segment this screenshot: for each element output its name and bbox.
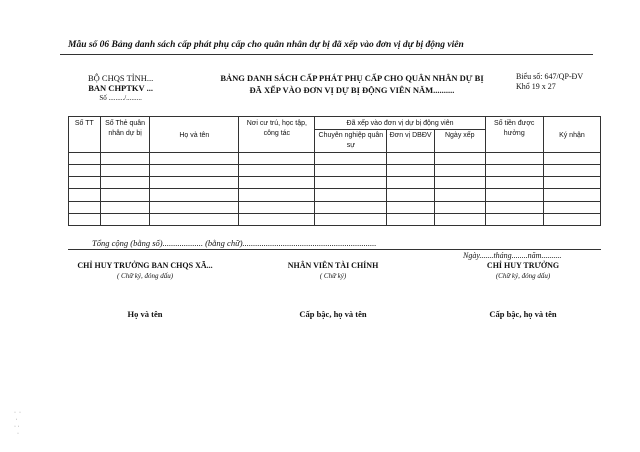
table-cell [69, 201, 101, 213]
table-cell [150, 165, 239, 177]
table-cell [543, 153, 600, 165]
totals-divider [68, 249, 601, 250]
form-code: Biểu số: 647/QP-ĐV [516, 72, 584, 81]
table-cell [239, 153, 315, 165]
table-cell [239, 177, 315, 189]
table-cell [434, 177, 485, 189]
agency-line2: BAN CHPTKV ... [88, 83, 154, 93]
table-cell [69, 177, 101, 189]
table-cell [543, 213, 600, 225]
table-cell [485, 153, 543, 165]
header-signature: Ký nhận [543, 117, 600, 153]
table-cell [434, 189, 485, 201]
document-title-line2: ĐÃ XẾP VÀO ĐƠN VỊ DỰ BỊ ĐỘNG VIÊN NĂM.......... [249, 85, 455, 95]
table-cell [239, 213, 315, 225]
table-cell [100, 213, 150, 225]
form-title: Mẫu số 06 Bảng danh sách cấp phát phụ cấp cho quân nhân dự bị đã xếp vào đơn vị dự bị động viên [68, 40, 464, 50]
header-card: Số Thẻ quân nhân dự bị [100, 117, 150, 153]
table-cell [315, 213, 387, 225]
document-title [196, 72, 508, 96]
header-divider [60, 54, 593, 55]
header-unit: Đơn vị DBĐV [387, 130, 435, 153]
header-name: Họ và tên [150, 117, 239, 153]
table-cell [387, 153, 435, 165]
table-cell [387, 189, 435, 201]
agency-line1: BỘ CHQS TỈNH... [88, 73, 154, 83]
table-body [69, 153, 601, 226]
header-residence: Nơi cư trú, học tập, công tác [239, 117, 315, 153]
table-cell [69, 153, 101, 165]
agency-number: Số ........./......... [99, 94, 142, 102]
signature-name: Cấp bậc, họ và tên [489, 309, 557, 319]
signature-role: CHỈ HUY TRƯỞNG [486, 261, 560, 270]
signature-finance-staff [258, 260, 408, 320]
totals-line: Tổng cộng (bằng số)................... (bằng chữ)............................................................... [92, 238, 377, 248]
table-row [69, 177, 601, 189]
table-cell [485, 201, 543, 213]
table-cell [100, 153, 150, 165]
form-code-block [516, 72, 583, 92]
signature-name: Họ và tên [127, 309, 163, 319]
table-cell [434, 153, 485, 165]
signature-hint: (Chữ ký, đóng dấu) [495, 272, 551, 280]
table-cell [100, 189, 150, 201]
table-cell [434, 165, 485, 177]
table-cell [485, 213, 543, 225]
header-stt: Số TT [69, 117, 101, 153]
table-cell [69, 213, 101, 225]
table-cell [485, 165, 543, 177]
signature-name: Cấp bậc, họ và tên [299, 309, 367, 319]
table-cell [239, 165, 315, 177]
document-title-line1: BẢNG DANH SÁCH CẤP PHÁT PHỤ CẤP CHO QUÂN NHÂN DỰ BỊ [220, 73, 484, 83]
table-cell [100, 165, 150, 177]
table-cell [69, 189, 101, 201]
table-cell [387, 201, 435, 213]
table-cell [100, 201, 150, 213]
table-cell [150, 153, 239, 165]
table-cell [543, 165, 600, 177]
table-cell [150, 189, 239, 201]
table-cell [315, 153, 387, 165]
signature-commander [448, 260, 598, 320]
table-cell [150, 201, 239, 213]
table-cell [485, 177, 543, 189]
table-cell [100, 177, 150, 189]
table-cell [150, 177, 239, 189]
table-row [69, 189, 601, 201]
header-group: Đã xếp vào đơn vị dự bị động viên [315, 117, 485, 130]
table-cell [69, 165, 101, 177]
table-row [69, 201, 601, 213]
scan-artifacts: · · · · · · [14, 410, 21, 437]
table-cell [387, 177, 435, 189]
table-cell [315, 177, 387, 189]
table-row [69, 213, 601, 225]
table-cell [239, 189, 315, 201]
signature-hint: ( Chữ ký, đóng dấu) [116, 272, 174, 280]
table-cell [150, 213, 239, 225]
table-cell [543, 201, 600, 213]
header-rank: Ngày xếp [434, 130, 485, 153]
signature-role: CHỈ HUY TRƯỞNG BAN CHQS XÃ... [77, 261, 213, 270]
table-cell [434, 201, 485, 213]
header-amount: Số tiền được hưởng [485, 117, 543, 153]
table-cell [315, 201, 387, 213]
table-cell [543, 189, 600, 201]
table-cell [315, 165, 387, 177]
allowance-table [68, 116, 601, 226]
table-cell [434, 213, 485, 225]
table-cell [387, 213, 435, 225]
table-row [69, 165, 601, 177]
table-cell [387, 165, 435, 177]
table-row [69, 153, 601, 165]
table-cell [543, 177, 600, 189]
header-specialty: Chuyên nghiệp quân sự [315, 130, 387, 153]
signature-role: NHÂN VIÊN TÀI CHÍNH [287, 261, 379, 270]
table-cell [239, 201, 315, 213]
table-cell [485, 189, 543, 201]
signature-hint: ( Chữ ký) [319, 272, 347, 280]
paper-size: Khổ 19 x 27 [516, 82, 556, 91]
agency-block [88, 73, 153, 103]
table-cell [315, 189, 387, 201]
signature-commune-commander [60, 260, 230, 320]
date-line: Ngày.......tháng........năm.......... [463, 251, 562, 260]
